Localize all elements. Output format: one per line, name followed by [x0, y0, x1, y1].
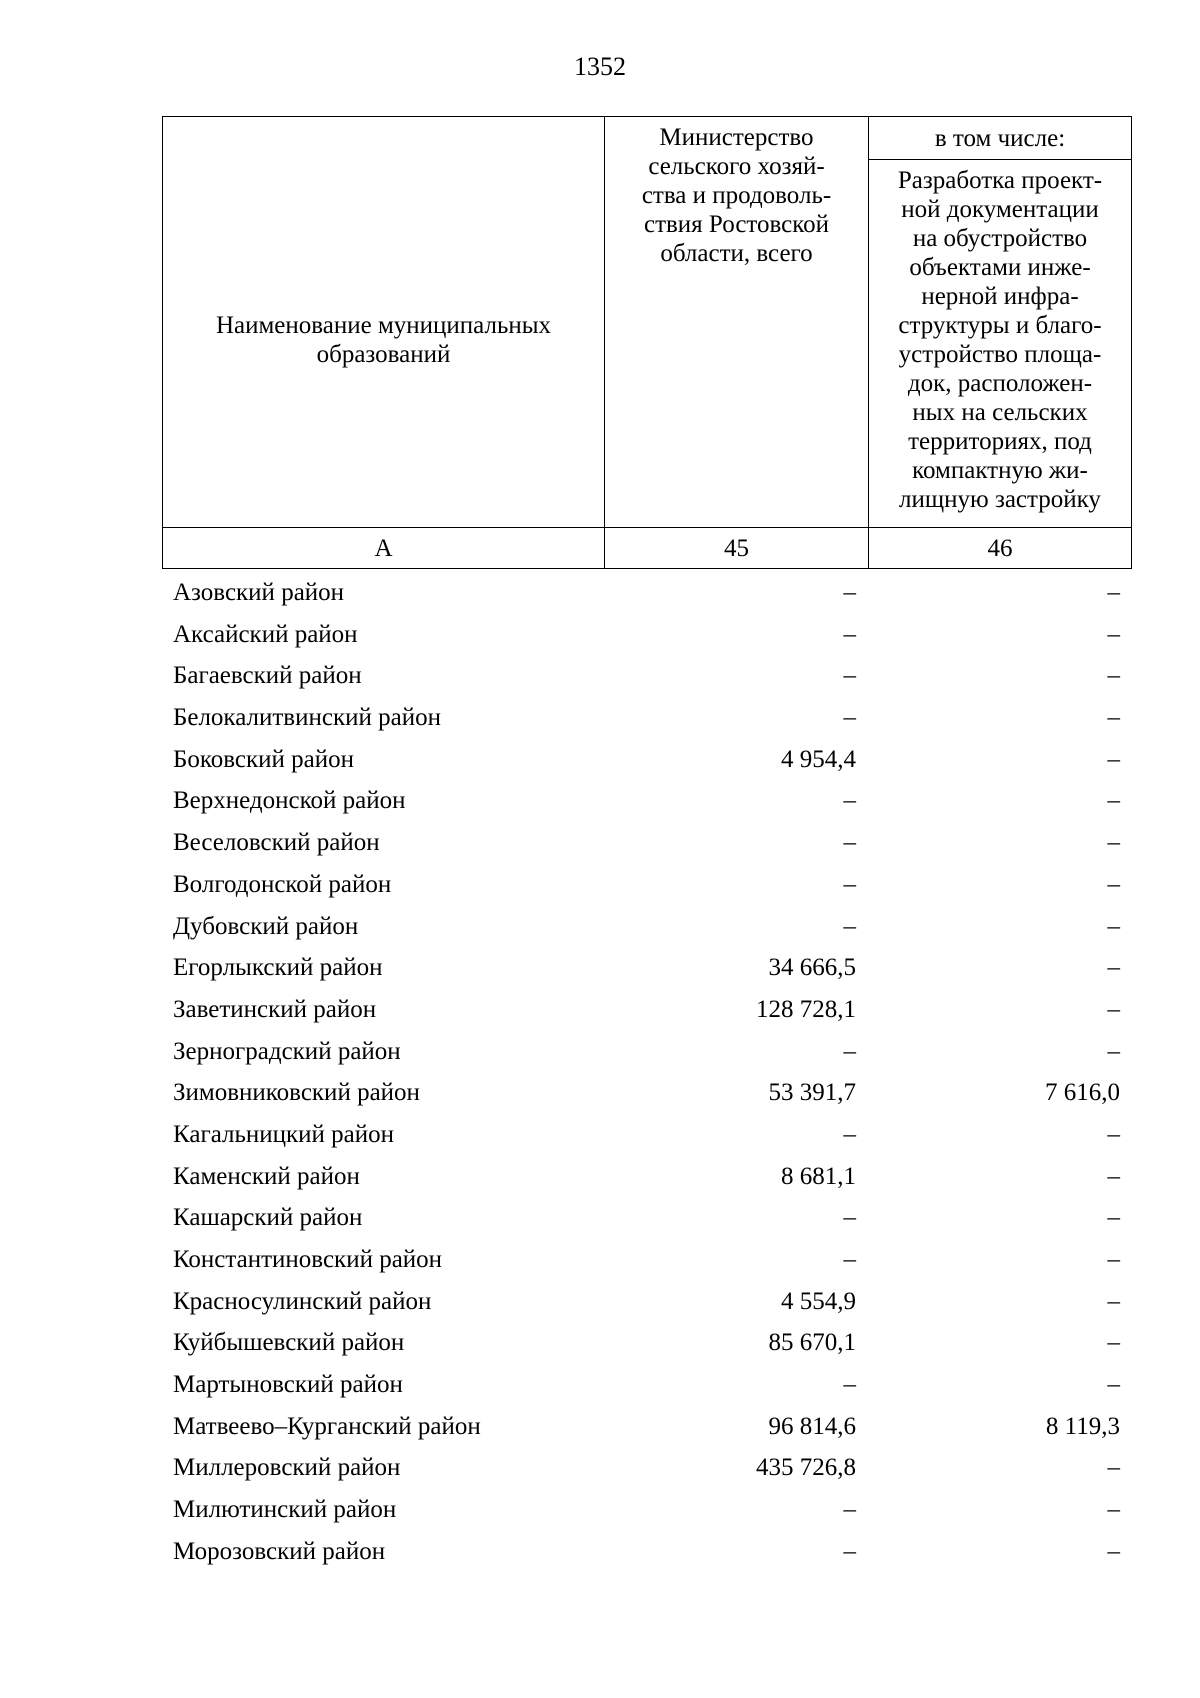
value-col-45: –	[843, 1120, 856, 1148]
value-col-46: –	[1107, 1120, 1120, 1148]
value-col-45: 435 726,8	[756, 1454, 856, 1482]
municipality-name: Волгодонской район	[173, 870, 392, 898]
table-row	[162, 906, 1131, 948]
value-col-45: –	[843, 579, 856, 606]
value-col-46: –	[1107, 1037, 1120, 1065]
table-row	[162, 697, 1131, 739]
value-col-45: –	[843, 1204, 856, 1232]
table-row	[162, 947, 1131, 989]
table-row	[162, 1406, 1131, 1448]
table-row	[162, 1156, 1131, 1198]
table-row	[162, 780, 1131, 822]
value-col-45: –	[843, 787, 856, 815]
value-col-46: –	[1107, 1204, 1120, 1232]
municipality-name: Веселовский район	[173, 829, 380, 857]
value-col-45: 8 681,1	[781, 1162, 856, 1190]
value-col-46: 7 616,0	[1045, 1079, 1120, 1107]
value-col-46: –	[1107, 995, 1120, 1023]
value-col-45: 128 728,1	[756, 995, 856, 1023]
value-col-46: –	[1107, 1371, 1120, 1399]
value-col-46: –	[1107, 620, 1120, 648]
municipality-name: Верхнедонской район	[173, 787, 406, 815]
table-row	[162, 614, 1131, 656]
value-col-46: –	[1107, 704, 1120, 732]
municipality-name: Аксайский район	[173, 620, 358, 648]
header-ministry-total: Министерство сельского хозяй- ства и продоволь- ствия Ростовской области, всего	[605, 117, 869, 528]
table-row	[162, 1447, 1131, 1489]
table-row	[162, 1531, 1131, 1573]
municipality-name: Кашарский район	[173, 1204, 363, 1232]
municipality-name: Боковский район	[173, 745, 354, 773]
value-col-46: –	[1107, 912, 1120, 940]
table-row	[162, 1239, 1131, 1281]
value-col-46: –	[1107, 1537, 1120, 1565]
municipality-name: Красносулинский район	[173, 1287, 432, 1315]
value-col-45: 4 554,9	[781, 1287, 856, 1315]
municipality-name: Каменский район	[173, 1162, 360, 1190]
municipality-name: Белокалитвинский район	[173, 704, 441, 732]
municipality-name: Миллеровский район	[173, 1454, 401, 1482]
value-col-46: –	[1107, 787, 1120, 815]
value-col-45: –	[843, 1371, 856, 1399]
value-col-45: –	[843, 1037, 856, 1065]
value-col-45: –	[843, 704, 856, 732]
value-col-45: –	[843, 829, 856, 857]
header-column-number-45: 45	[605, 528, 869, 569]
table-row	[162, 989, 1131, 1031]
value-col-45: –	[843, 870, 856, 898]
table-row	[162, 1281, 1131, 1323]
table-row	[162, 1031, 1131, 1073]
page-number: 1352	[574, 52, 626, 81]
header-municipality-name: Наименование муниципальных образований	[163, 117, 605, 528]
municipality-name: Зимовниковский район	[173, 1079, 420, 1107]
table-row	[162, 864, 1131, 906]
value-col-46: –	[1107, 1162, 1120, 1190]
table-row	[162, 1364, 1131, 1406]
table-row	[162, 655, 1131, 697]
municipality-name: Кагальницкий район	[173, 1120, 395, 1148]
header-column-number-a: А	[163, 528, 605, 569]
value-col-45: 96 814,6	[768, 1412, 856, 1440]
value-col-45: –	[843, 662, 856, 690]
value-col-46: –	[1107, 1454, 1120, 1482]
table-header	[162, 116, 1132, 569]
value-col-45: 4 954,4	[781, 745, 856, 773]
municipality-name: Дубовский район	[173, 912, 359, 940]
municipality-name: Морозовский район	[173, 1537, 386, 1565]
value-col-46: –	[1107, 579, 1120, 606]
table-row	[162, 1114, 1131, 1156]
value-col-46: –	[1107, 1329, 1120, 1357]
value-col-45: 53 391,7	[768, 1079, 856, 1107]
value-col-46: –	[1107, 829, 1120, 857]
value-col-46: –	[1107, 870, 1120, 898]
municipality-name: Милютинский район	[173, 1496, 397, 1524]
value-col-46: –	[1107, 1246, 1120, 1273]
municipality-name: Азовский район	[173, 579, 345, 606]
value-col-45: –	[843, 912, 856, 940]
value-col-46: –	[1107, 954, 1120, 982]
value-col-46: –	[1107, 1287, 1120, 1315]
table-row	[162, 1489, 1131, 1531]
municipality-name: Матвеево–Курганский район	[173, 1412, 481, 1440]
value-col-45: –	[843, 620, 856, 648]
municipality-name: Заветинский район	[173, 995, 377, 1023]
header-including: в том числе:	[869, 117, 1132, 160]
table-row	[162, 822, 1131, 864]
header-column-number-46: 46	[869, 528, 1132, 569]
value-col-45: 85 670,1	[768, 1329, 856, 1357]
table-row	[162, 739, 1131, 781]
header-design-documentation: Разработка проект- ной документации на обустройство объектами инже- нерной инфра- структуры и благо- устройство площа- док, расположен- ных на сельских территориях, под компактную жи- лищную застройку	[869, 160, 1132, 528]
municipality-name: Куйбышевский район	[173, 1329, 405, 1357]
municipality-name: Мартыновский район	[173, 1371, 403, 1399]
table-row	[162, 1072, 1131, 1114]
value-col-45: –	[843, 1496, 856, 1524]
value-col-46: –	[1107, 662, 1120, 690]
municipality-name: Багаевский район	[173, 662, 362, 690]
table-row	[162, 1197, 1131, 1239]
municipality-name: Константиновский район	[173, 1246, 443, 1273]
municipality-name: Егорлыкский район	[173, 954, 383, 982]
value-col-45: 34 666,5	[768, 954, 856, 982]
value-col-45: –	[843, 1246, 856, 1273]
table-row	[162, 572, 1131, 614]
municipality-name: Зерноградский район	[173, 1037, 401, 1065]
value-col-46: –	[1107, 745, 1120, 773]
table-row	[162, 1322, 1131, 1364]
value-col-46: 8 119,3	[1045, 1412, 1120, 1440]
value-col-45: –	[843, 1537, 856, 1565]
value-col-46: –	[1107, 1496, 1120, 1524]
table-body	[162, 572, 1131, 1573]
